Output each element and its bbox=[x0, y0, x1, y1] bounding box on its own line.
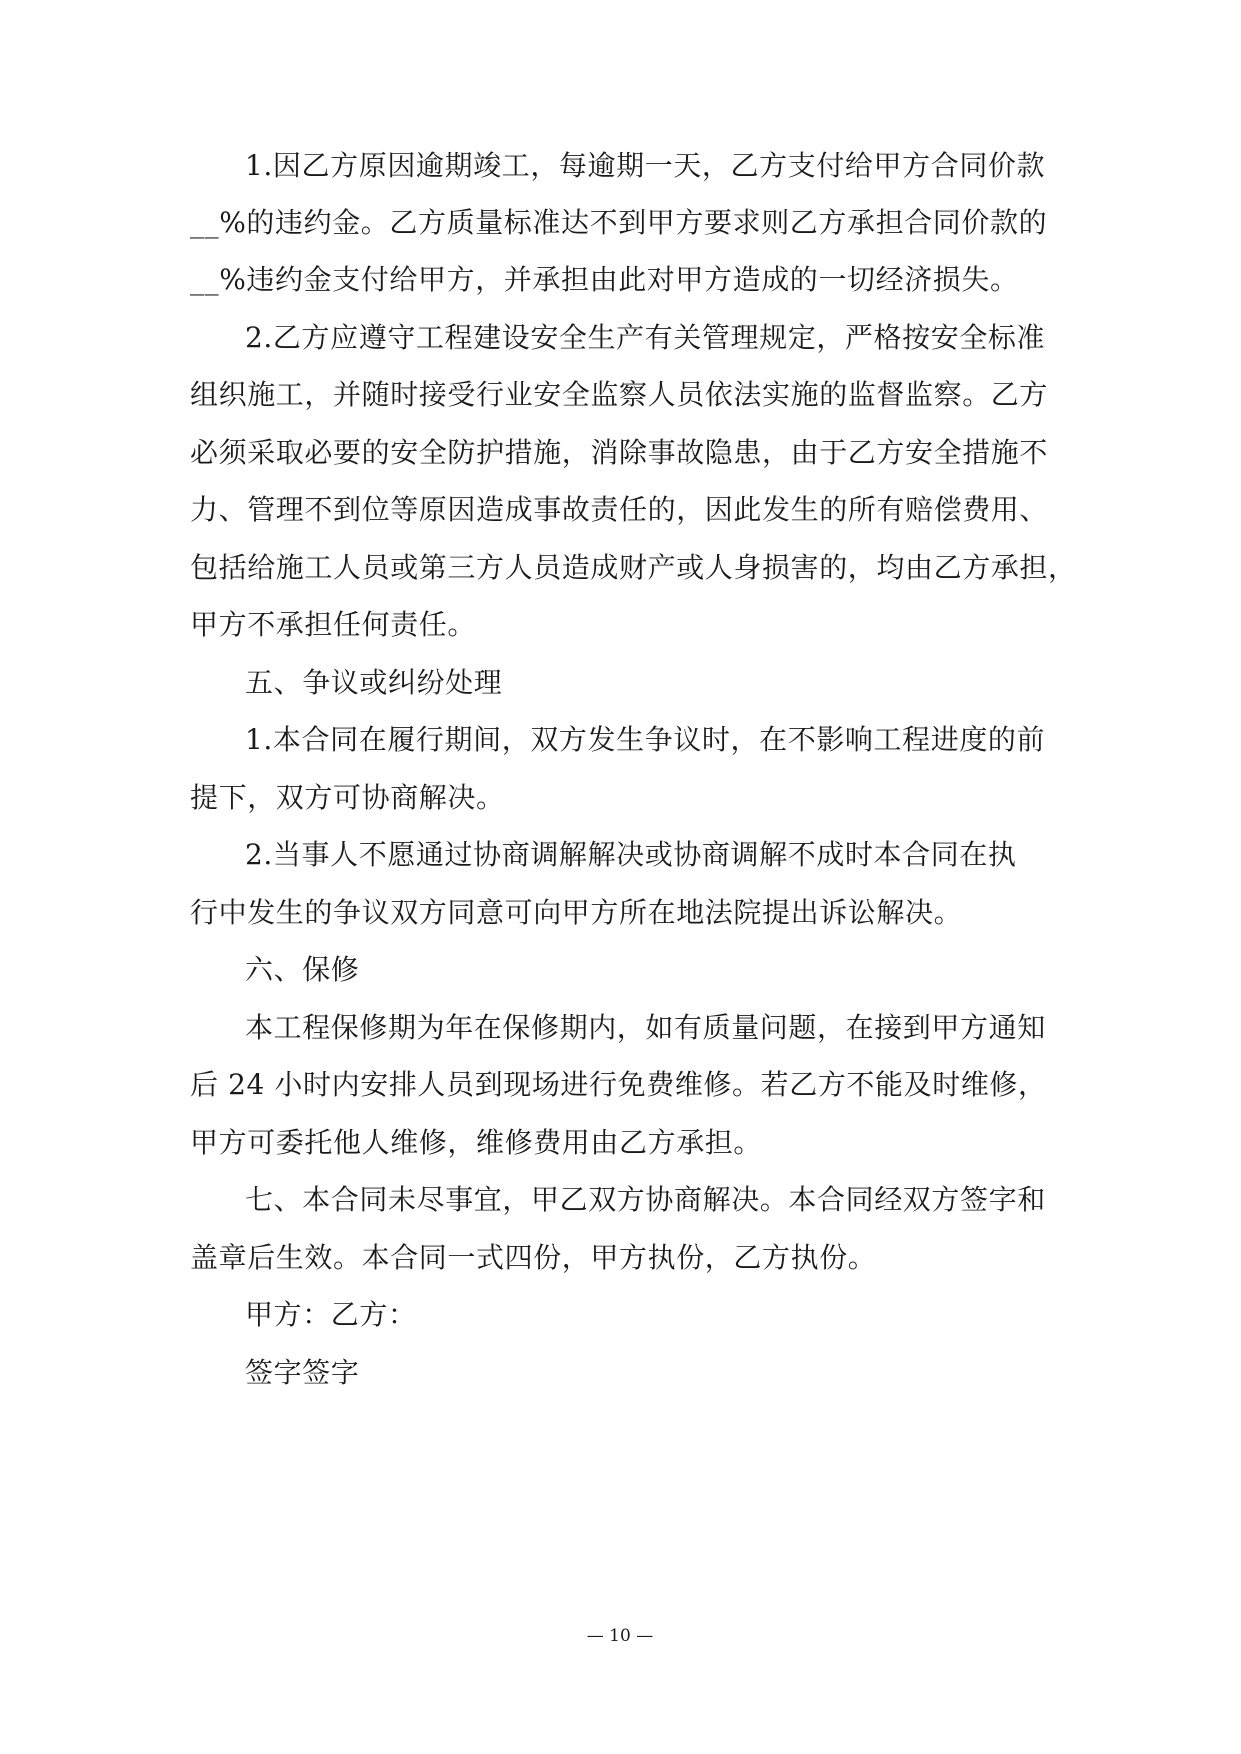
section-heading-warranty: 六、保修 bbox=[245, 953, 360, 986]
text-line-13: 2.当事人不愿通过协商调解解决或协商调解不成时本合同在执 bbox=[245, 838, 1017, 871]
text-line-17: 后 24 小时内安排人员到现场进行免费维修。若乙方不能及时维修， bbox=[190, 1068, 1047, 1101]
text-line-20: 盖章后生效。本合同一式四份，甲方执份，乙方执份。 bbox=[190, 1241, 877, 1274]
text-line-11: 1.本合同在履行期间，双方发生争议时，在不影响工程进度的前 bbox=[245, 723, 1046, 756]
text-line-12: 提下，双方可协商解决。 bbox=[190, 781, 505, 814]
signature-labels: 签字签字 bbox=[245, 1356, 360, 1389]
text-line-16: 本工程保修期为年在保修期内，如有质量问题，在接到甲方通知 bbox=[245, 1011, 1046, 1044]
text-line-2: __%的违约金。乙方质量标准达不到甲方要求则乙方承担合同价款的 bbox=[190, 206, 1048, 239]
text-line-18: 甲方可委托他人维修，维修费用由乙方承担。 bbox=[190, 1126, 763, 1159]
text-line-4: 2.乙方应遵守工程建设安全生产有关管理规定，严格按安全标准 bbox=[245, 321, 1046, 354]
section-heading-misc: 七、本合同未尽事宜，甲乙双方协商解决。本合同经双方签字和 bbox=[245, 1183, 1046, 1216]
page-number: — 10 — bbox=[586, 1626, 654, 1646]
text-line-3: __%违约金支付给甲方，并承担由此对甲方造成的一切经济损失。 bbox=[190, 263, 1019, 296]
text-line-5: 组织施工，并随时接受行业安全监察人员依法实施的监督监察。乙方 bbox=[190, 378, 1049, 411]
section-heading-dispute: 五、争议或纠纷处理 bbox=[245, 666, 503, 699]
text-line-7: 力、管理不到位等原因造成事故责任的，因此发生的所有赔偿费用、 bbox=[190, 493, 1049, 526]
text-line-14: 行中发生的争议双方同意可向甲方所在地法院提出诉讼解决。 bbox=[190, 896, 963, 929]
text-line-8: 包括给施工人员或第三方人员造成财产或人身损害的，均由乙方承担， bbox=[190, 551, 1077, 584]
text-line-6: 必须采取必要的安全防护措施，消除事故隐患，由于乙方安全措施不 bbox=[190, 436, 1049, 469]
text-line-1: 1.因乙方原因逾期竣工，每逾期一天，乙方支付给甲方合同价款 bbox=[245, 149, 1046, 182]
party-labels: 甲方：乙方： bbox=[245, 1298, 417, 1331]
text-line-9: 甲方不承担任何责任。 bbox=[190, 608, 477, 641]
